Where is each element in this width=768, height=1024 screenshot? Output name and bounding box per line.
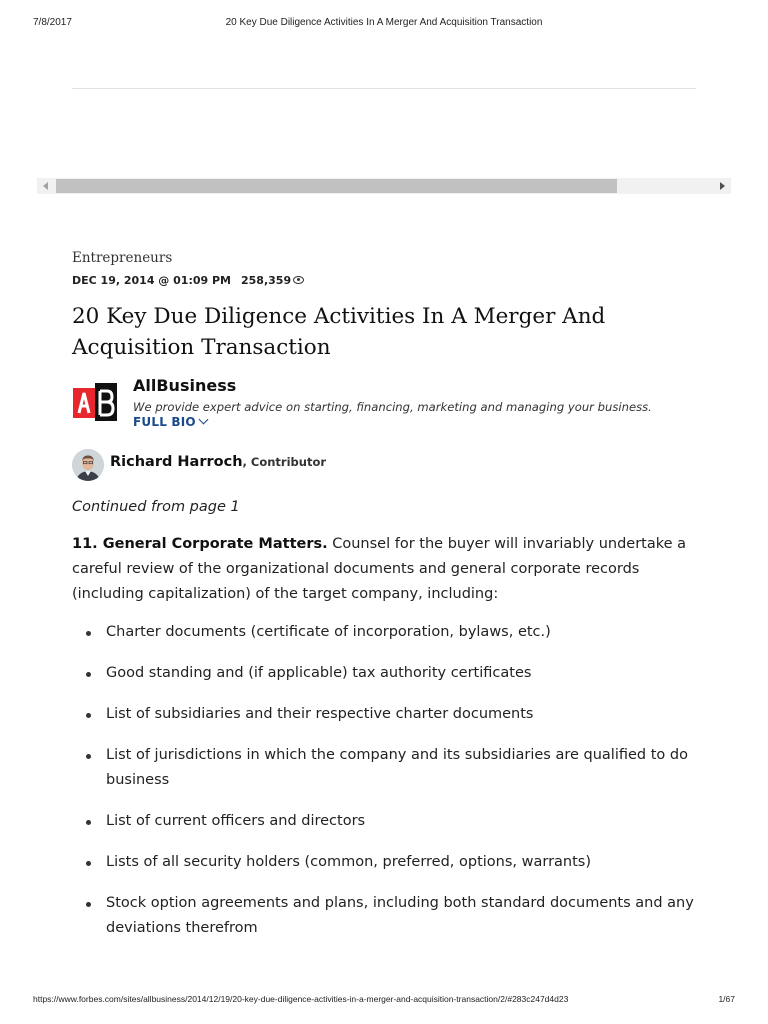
scroll-right-icon[interactable] bbox=[713, 178, 731, 194]
scrollbar-thumb[interactable] bbox=[56, 179, 617, 193]
bullet-icon bbox=[86, 861, 91, 866]
author-name[interactable]: AllBusiness bbox=[133, 376, 237, 395]
section-heading: 11. General Corporate Matters. bbox=[72, 536, 328, 552]
list-item bbox=[72, 743, 696, 793]
contributor-name-text: Richard Harroch bbox=[110, 454, 243, 470]
list-item-text: Lists of all security holders (common, preferred, options, warrants) bbox=[106, 854, 592, 870]
author-block bbox=[72, 376, 696, 435]
list-item-text: Charter documents (certificate of incorporation, bylaws, etc.) bbox=[106, 624, 551, 640]
eye-icon bbox=[293, 276, 304, 284]
view-count-value: 258,359 bbox=[241, 274, 292, 287]
bullet-icon bbox=[86, 631, 91, 636]
list-item bbox=[72, 620, 696, 645]
bullet-icon bbox=[86, 820, 91, 825]
bullet-list bbox=[72, 620, 696, 941]
print-footer bbox=[0, 994, 768, 1008]
list-item bbox=[72, 850, 696, 875]
section-paragraph bbox=[72, 532, 696, 607]
horizontal-scrollbar[interactable] bbox=[37, 178, 731, 194]
avatar[interactable] bbox=[72, 449, 104, 481]
bullet-icon bbox=[86, 754, 91, 759]
print-date: 7/8/2017 bbox=[33, 17, 72, 28]
scroll-left-icon[interactable] bbox=[37, 178, 55, 194]
continued-note: Continued from page 1 bbox=[72, 499, 240, 515]
bullet-icon bbox=[86, 713, 91, 718]
list-item bbox=[72, 891, 696, 941]
list-item-text: List of jurisdictions in which the company and its subsidiaries are qualified to do business bbox=[106, 747, 688, 788]
print-url: https://www.forbes.com/sites/allbusiness/2014/12/19/20-key-due-diligence-activities-in-a-merger-and-acquisition-transaction/2/#283c247d4d23 bbox=[33, 994, 569, 1004]
full-bio-label: FULL BIO bbox=[133, 415, 196, 429]
contributor-block bbox=[72, 449, 696, 483]
author-description: We provide expert advice on starting, financing, marketing and managing your business. bbox=[133, 400, 652, 414]
chevron-down-icon bbox=[198, 415, 208, 425]
article-meta bbox=[72, 273, 696, 289]
list-item-text: Good standing and (if applicable) tax authority certificates bbox=[106, 665, 532, 681]
list-item bbox=[72, 702, 696, 727]
bullet-icon bbox=[86, 672, 91, 677]
print-title: 20 Key Due Diligence Activities In A Merger And Acquisition Transaction bbox=[225, 17, 543, 28]
print-header bbox=[0, 17, 768, 31]
list-item bbox=[72, 809, 696, 834]
section-text: Counsel for the buyer will invariably undertake a careful review of the organizational documents and general corporate records (including capitalization) of the target company, including: bbox=[72, 536, 687, 602]
allbusiness-logo[interactable] bbox=[72, 379, 118, 425]
page-title: 20 Key Due Diligence Activities In A Merger And Acquisition Transaction bbox=[72, 304, 606, 360]
bullet-icon bbox=[86, 902, 91, 907]
list-item-text: Stock option agreements and plans, including both standard documents and any deviations therefrom bbox=[106, 895, 694, 936]
full-bio-link[interactable] bbox=[133, 415, 207, 429]
contributor-role: , Contributor bbox=[242, 455, 327, 469]
contributor-name[interactable] bbox=[110, 454, 326, 470]
list-item-text: List of subsidiaries and their respective charter documents bbox=[106, 706, 534, 722]
list-item-text: List of current officers and directors bbox=[106, 813, 366, 829]
article bbox=[72, 248, 696, 957]
channel-link[interactable]: Entrepreneurs bbox=[72, 250, 173, 266]
page-number: 1/67 bbox=[718, 994, 735, 1004]
divider bbox=[72, 88, 696, 89]
view-count bbox=[241, 273, 304, 289]
list-item bbox=[72, 661, 696, 686]
publish-date: DEC 19, 2014 @ 01:09 PM bbox=[72, 274, 231, 287]
